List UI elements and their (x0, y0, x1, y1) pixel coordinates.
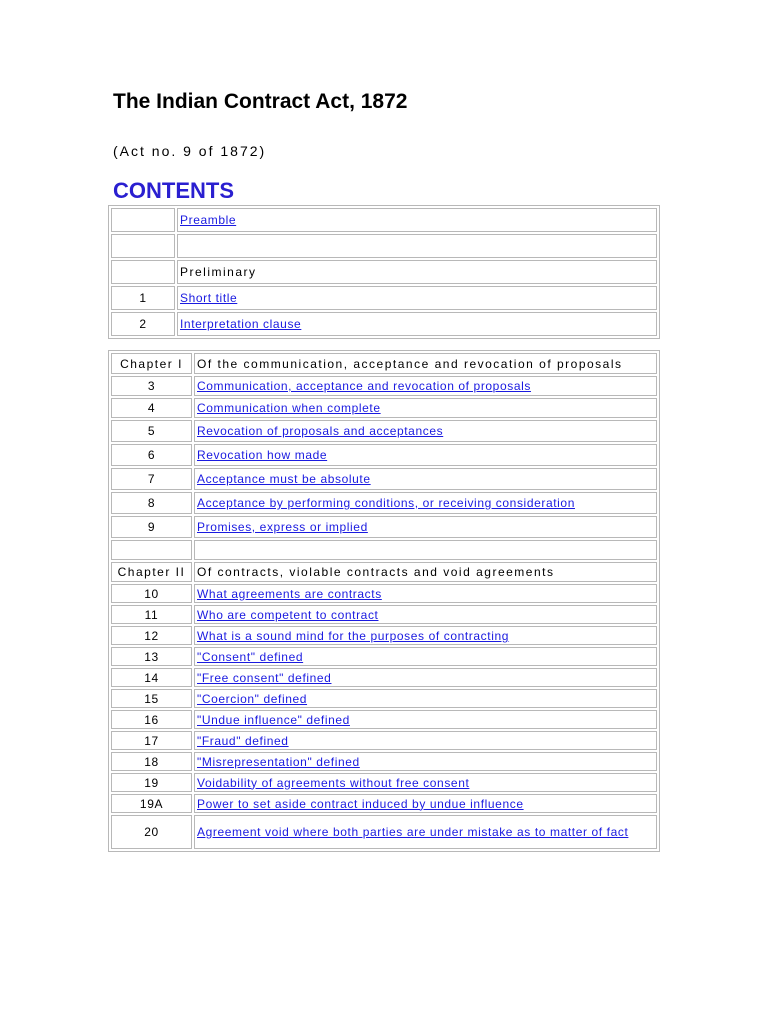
section-number-cell (111, 208, 175, 232)
section-title-cell (194, 647, 657, 666)
section-link[interactable]: Communication, acceptance and revocation of proposals (197, 379, 531, 393)
section-link[interactable]: Promises, express or implied (197, 520, 368, 534)
section-link[interactable]: "Undue influence" defined (197, 712, 350, 727)
section-number: 14 (111, 668, 192, 687)
section-number: 9 (111, 516, 192, 538)
section-number: 12 (111, 626, 192, 645)
section-title-cell (194, 540, 657, 560)
section-number: 7 (111, 468, 192, 490)
table-row (111, 710, 657, 729)
table-row (111, 794, 657, 813)
table-row (111, 605, 657, 624)
section-title-cell (194, 398, 657, 418)
section-title-cell (194, 731, 657, 750)
table-row (111, 420, 657, 442)
section-number: 19A (111, 794, 192, 813)
section-number: 4 (111, 398, 192, 418)
section-title-cell (194, 689, 657, 708)
table-row (111, 731, 657, 750)
section-number: 15 (111, 689, 192, 708)
section-title-cell (194, 710, 657, 729)
section-number: 19 (111, 773, 192, 792)
table-row (111, 773, 657, 792)
table-row (111, 444, 657, 466)
section-link[interactable]: Voidability of agreements without free consent (197, 775, 470, 790)
section-link[interactable]: Agreement void where both parties are under mistake as to matter of fact (197, 825, 629, 839)
preamble-link[interactable]: Preamble (180, 213, 237, 227)
section-link[interactable]: Who are competent to contract (197, 607, 379, 622)
chapter-label: Chapter I (111, 353, 192, 374)
section-link[interactable]: "Free consent" defined (197, 670, 332, 685)
table-row (111, 208, 657, 232)
section-title-cell (194, 376, 657, 396)
table-row (111, 468, 657, 490)
table-row (111, 540, 657, 560)
contents-heading: CONTENTS (113, 178, 234, 203)
section-number: 6 (111, 444, 192, 466)
section-title-cell (194, 468, 657, 490)
section-number: 10 (111, 584, 192, 603)
section-link[interactable]: "Consent" defined (197, 649, 304, 664)
table-row (111, 689, 657, 708)
toc-preliminary-table (108, 205, 660, 339)
section-title-cell (194, 794, 657, 813)
section-link[interactable]: Interpretation clause (180, 317, 302, 331)
act-number-subtitle: (Act no. 9 of 1872) (113, 143, 267, 159)
section-title-cell (194, 605, 657, 624)
chapter-heading: Of contracts, violable contracts and void agreements (194, 562, 657, 582)
section-title-cell (194, 815, 657, 849)
section-title-cell (177, 286, 657, 310)
chapter-heading: Of the communication, acceptance and revocation of proposals (194, 353, 657, 374)
section-title-cell (194, 668, 657, 687)
section-title-cell (194, 420, 657, 442)
table-row (111, 234, 657, 258)
section-link[interactable]: Acceptance must be absolute (197, 472, 371, 486)
table-row (111, 626, 657, 645)
chapter-heading-row (111, 353, 657, 374)
section-title-cell (177, 234, 657, 258)
section-title-cell (194, 492, 657, 514)
section-title-cell (194, 584, 657, 603)
section-number: 17 (111, 731, 192, 750)
section-link[interactable]: Communication when complete (197, 401, 381, 415)
section-number: 18 (111, 752, 192, 771)
section-link[interactable]: "Coercion" defined (197, 691, 308, 706)
section-title-cell (194, 516, 657, 538)
table-row (111, 376, 657, 396)
section-title-cell (194, 773, 657, 792)
section-number: 16 (111, 710, 192, 729)
table-row (111, 286, 657, 310)
table-row (111, 668, 657, 687)
page-title: The Indian Contract Act, 1872 (113, 90, 408, 113)
section-link[interactable]: Power to set aside contract induced by undue influence (197, 796, 524, 811)
chapter-label: Chapter II (111, 562, 192, 582)
table-row (111, 516, 657, 538)
table-row (111, 260, 657, 284)
section-number: 3 (111, 376, 192, 396)
section-number-cell (111, 540, 192, 560)
section-title-cell (177, 208, 657, 232)
table-row (111, 647, 657, 666)
section-number: 20 (111, 815, 192, 849)
section-number-cell (111, 234, 175, 258)
toc-chapters-table (108, 350, 660, 852)
section-title-cell (194, 626, 657, 645)
section-link[interactable]: Short title (180, 291, 238, 305)
section-link[interactable]: Revocation how made (197, 448, 328, 462)
table-row (111, 815, 657, 849)
section-link[interactable]: Revocation of proposals and acceptances (197, 424, 444, 438)
section-number: 13 (111, 647, 192, 666)
section-number: 2 (111, 312, 175, 336)
section-link[interactable]: "Fraud" defined (197, 733, 289, 748)
section-link[interactable]: "Misrepresentation" defined (197, 754, 360, 769)
section-number: 1 (111, 286, 175, 310)
table-row (111, 492, 657, 514)
section-title-cell (194, 752, 657, 771)
table-row (111, 752, 657, 771)
section-number: 11 (111, 605, 192, 624)
table-row (111, 584, 657, 603)
section-number: 5 (111, 420, 192, 442)
chapter-heading-row (111, 562, 657, 582)
section-title-cell (177, 312, 657, 336)
section-link[interactable]: What agreements are contracts (197, 586, 382, 601)
section-link[interactable]: What is a sound mind for the purposes of contracting (197, 628, 510, 643)
table-row (111, 398, 657, 418)
section-number: 8 (111, 492, 192, 514)
section-title-cell (194, 444, 657, 466)
section-link[interactable]: Acceptance by performing conditions, or receiving consideration (197, 496, 575, 510)
section-number-cell (111, 260, 175, 284)
preliminary-label: Preliminary (177, 260, 657, 284)
table-row (111, 312, 657, 336)
